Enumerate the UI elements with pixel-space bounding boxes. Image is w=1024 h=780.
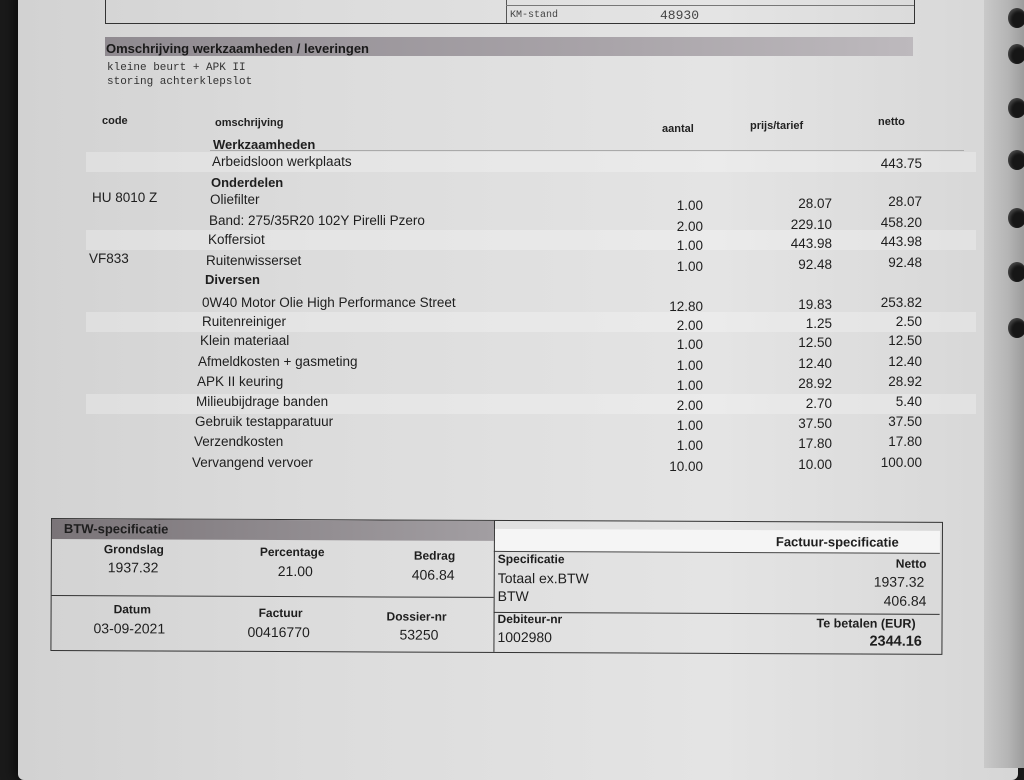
binder-hole [1008, 262, 1024, 282]
te-betalen-value: 2344.16 [869, 633, 922, 650]
line-quantity: 1.00 [676, 378, 703, 393]
binder-hole [1008, 44, 1024, 64]
line-price: 28.07 [798, 196, 832, 211]
column-header-omschrijving: omschrijving [215, 117, 284, 129]
line-quantity: 1.00 [676, 198, 703, 213]
line-description: Afmeldkosten + gasmeting [198, 354, 358, 369]
btw-value: 406.84 [883, 592, 927, 609]
line-quantity: 12.80 [669, 299, 703, 314]
grondslag-label: Grondslag [103, 542, 164, 557]
line-netto: 12.40 [888, 354, 922, 369]
vehicle-info-divider [506, 0, 507, 23]
line-price: 10.00 [798, 457, 832, 472]
line-price: 19.83 [798, 297, 832, 312]
line-quantity: 1.00 [676, 238, 703, 253]
column-header-aantal: aantal [662, 123, 694, 135]
percentage-value: 21.00 [277, 562, 313, 580]
line-price: 28.92 [798, 376, 832, 391]
btw-title: BTW-specificatie [63, 521, 169, 537]
line-netto: 12.50 [888, 333, 922, 348]
line-code: HU 8010 Z [92, 190, 158, 205]
column-header-netto: netto [878, 116, 905, 128]
percentage-label: Percentage [259, 544, 325, 560]
line-quantity: 2.00 [676, 318, 703, 333]
bedrag-value: 406.84 [411, 566, 455, 583]
work-note: kleine beurt + APK II [107, 62, 246, 74]
header-rule [210, 150, 964, 151]
km-stand-value: 48930 [660, 8, 700, 23]
line-netto: 17.80 [888, 434, 922, 449]
line-quantity: 1.00 [676, 358, 703, 373]
line-netto: 2.50 [895, 314, 922, 329]
line-description: APK II keuring [197, 374, 284, 389]
totaal-ex-btw-value: 1937.32 [873, 573, 925, 590]
binder-hole [1008, 208, 1024, 228]
line-netto: 100.00 [880, 455, 922, 470]
line-description: Klein materiaal [200, 333, 290, 348]
line-description: Ruitenwisserset [206, 253, 302, 268]
line-price: 12.40 [798, 356, 832, 371]
binder-hole [1008, 8, 1024, 28]
binder-hole [1008, 318, 1024, 338]
line-description: Koffersiot [208, 232, 265, 247]
line-quantity: 1.00 [676, 259, 703, 274]
line-quantity: 2.00 [676, 398, 703, 413]
group-header-diversen: Diversen [205, 272, 260, 287]
specificatie-label: Specificatie [497, 551, 565, 567]
line-price: 1.25 [805, 316, 832, 331]
factuur-title: Factuur-specificatie [775, 534, 899, 550]
section-title: Omschrijving werkzaamheden / leveringen [106, 41, 369, 56]
line-netto: 5.40 [895, 394, 922, 409]
line-quantity: 1.00 [676, 438, 703, 453]
line-netto: 443.75 [880, 156, 922, 171]
line-netto: 37.50 [888, 414, 922, 429]
datum-label: Datum [113, 602, 151, 617]
line-price: 2.70 [805, 396, 832, 411]
dossier-value: 53250 [399, 626, 439, 643]
line-description: Oliefilter [210, 192, 260, 207]
line-price: 443.98 [790, 236, 832, 251]
group-header-onderdelen: Onderdelen [211, 175, 284, 190]
line-price: 37.50 [798, 416, 832, 431]
line-price: 12.50 [798, 335, 832, 350]
line-netto: 28.92 [888, 374, 922, 389]
totaal-ex-btw-label: Totaal ex.BTW [497, 569, 589, 587]
debiteur-value: 1002980 [497, 628, 553, 646]
line-description: 0W40 Motor Olie High Performance Street [202, 295, 456, 310]
vehicle-info-rule [506, 5, 914, 6]
datum-value: 03-09-2021 [93, 620, 166, 637]
column-header-prijs: prijs/tarief [750, 120, 804, 132]
line-netto: 28.07 [888, 194, 922, 209]
factuur-label: Factuur [258, 605, 303, 621]
debiteur-label: Debiteur-nr [497, 611, 563, 627]
btw-label: BTW [497, 587, 529, 605]
specification-box [50, 518, 943, 655]
line-code: VF833 [89, 251, 129, 266]
line-quantity: 1.00 [676, 418, 703, 433]
line-netto: 458.20 [880, 215, 922, 230]
line-netto: 443.98 [880, 234, 922, 249]
work-note: storing achterklepslot [107, 76, 253, 88]
dossier-label: Dossier-nr [386, 609, 447, 624]
spec-divider [493, 521, 495, 652]
line-netto: 92.48 [888, 255, 922, 270]
invoice-paper [18, 0, 1018, 780]
te-betalen-label: Te betalen (EUR) [816, 616, 916, 631]
line-quantity: 10.00 [669, 459, 703, 474]
line-description: Vervangend vervoer [192, 455, 313, 470]
km-stand-label: KM-stand [510, 10, 559, 21]
line-quantity: 2.00 [676, 219, 703, 234]
netto-label: Netto [895, 556, 927, 571]
line-price: 17.80 [798, 436, 832, 451]
grondslag-value: 1937.32 [107, 559, 159, 576]
line-description: Arbeidsloon werkplaats [212, 154, 352, 169]
spec-rule-left [52, 595, 494, 598]
line-description: Gebruik testapparatuur [195, 414, 334, 429]
line-description: Verzendkosten [194, 434, 284, 449]
factuur-number: 00416770 [247, 623, 310, 641]
line-price: 92.48 [798, 257, 832, 272]
binder-hole [1008, 98, 1024, 118]
line-price: 229.10 [790, 217, 832, 232]
group-header-werkzaamheden: Werkzaamheden [213, 137, 316, 152]
column-header-code: code [102, 115, 128, 127]
line-description: Milieubijdrage banden [196, 394, 329, 409]
line-quantity: 1.00 [676, 337, 703, 352]
bedrag-label: Bedrag [413, 548, 456, 563]
line-description: Band: 275/35R20 102Y Pirelli Pzero [209, 213, 425, 228]
line-description: Ruitenreiniger [202, 314, 287, 329]
line-netto: 253.82 [880, 295, 922, 310]
binder-hole [1008, 150, 1024, 170]
